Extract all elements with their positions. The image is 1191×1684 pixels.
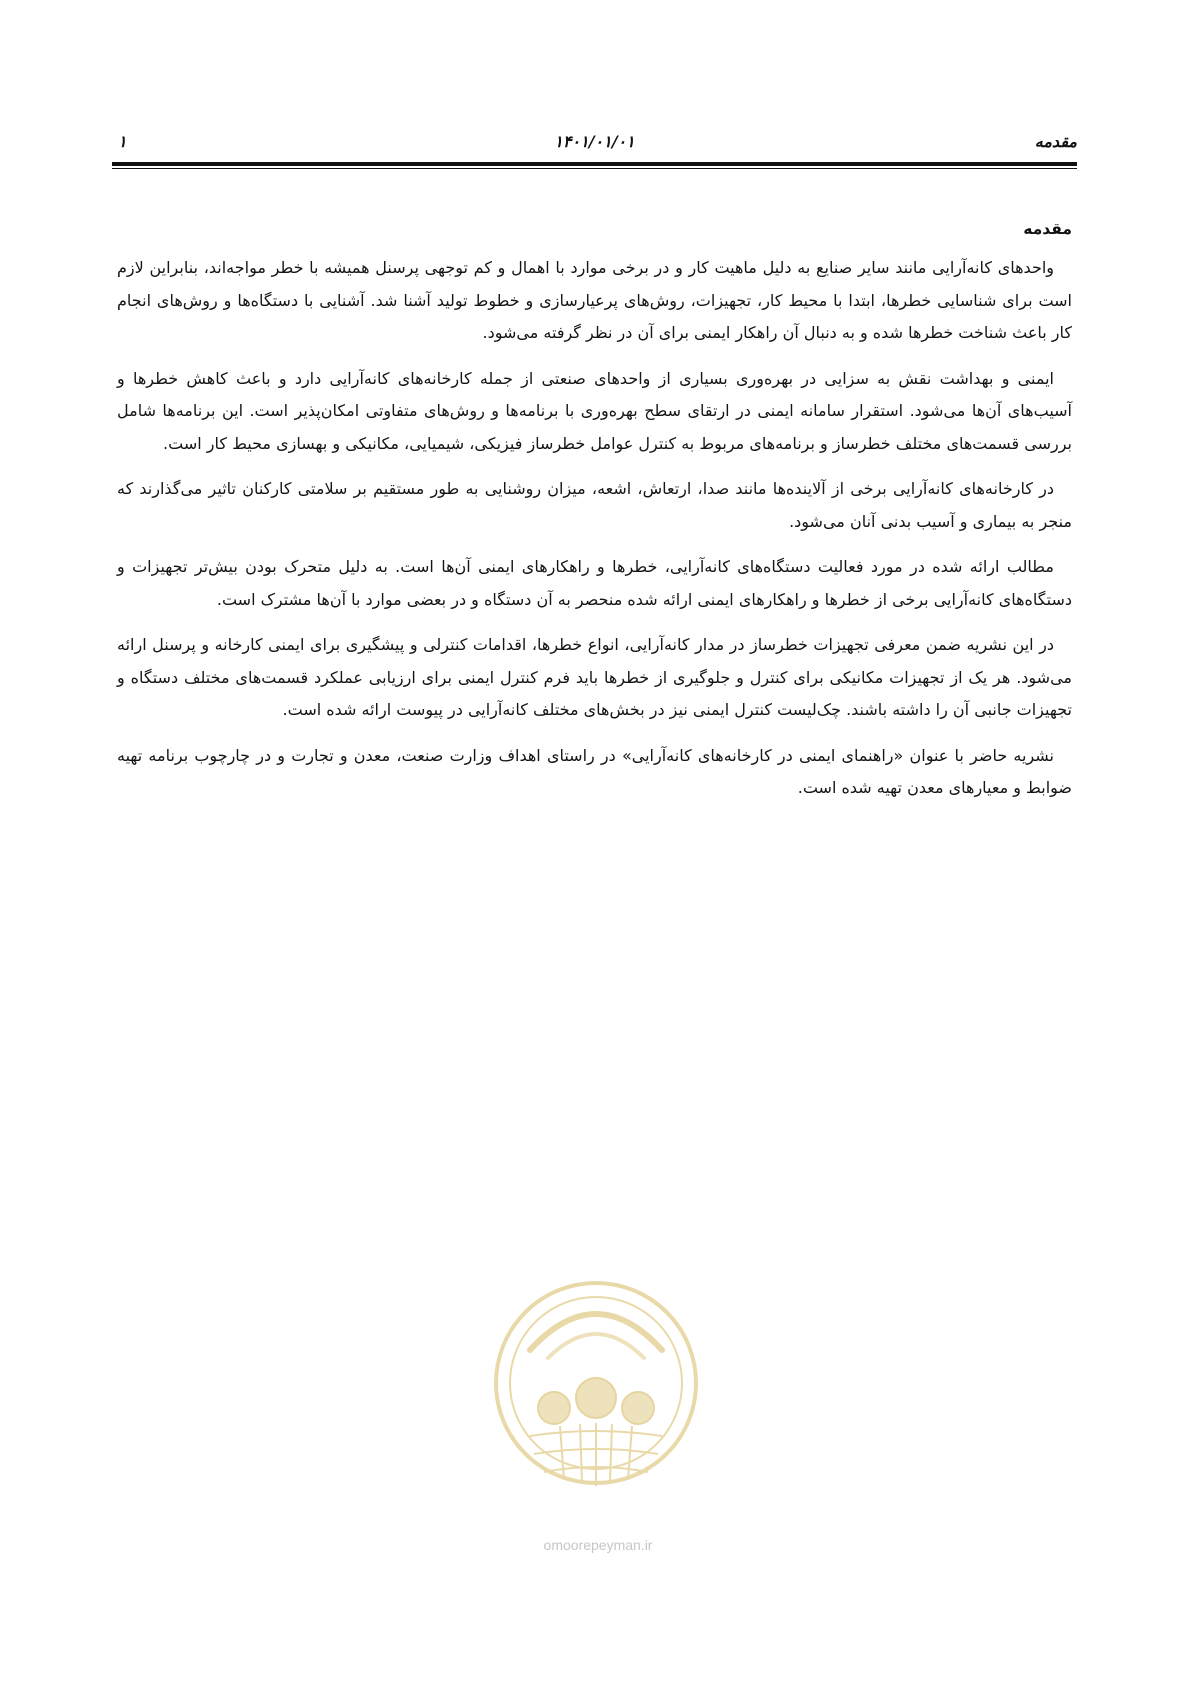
page-header	[112, 128, 1077, 156]
header-title: مقدمه	[1034, 132, 1077, 151]
paragraph-5: در این نشریه ضمن معرفی تجهیزات خطرساز در مدار کانه‌آرایی، انواع خطرها، اقدامات کنترلی و پیشگیری برای ایمنی کارخانه و پرسنل ارائه می‌شود. هر یک از تجهیزات مکانیکی برای کنترل و جلوگیری از خطرها باید فرم کنترل ایمنی برای ارزیابی عملکرد قسمت‌های مختلف دستگاه و تجهیزات جانبی آن را داشته باشند. چک‌لیست کنترل ایمنی نیز در بخش‌های مختلف کانه‌آرایی در پیوست ارائه شده است.	[117, 635, 1072, 719]
paragraph-3: در کارخانه‌های کانه‌آرایی برخی از آلاینده‌ها مانند صدا، ارتعاش، اشعه، میزان روشنایی به طور مستقیم بر سلامتی کارکنان تاثیر می‌گذارند که منجر به بیماری و آسیب بدنی آنان می‌شود.	[117, 479, 1072, 531]
main-content	[117, 218, 1072, 818]
page-number: ۱	[118, 132, 127, 151]
header-divider	[112, 162, 1077, 169]
watermark-url: omoorepeyman.ir	[543, 1537, 653, 1553]
paragraph-2: ایمنی و بهداشت نقش به سزایی در بهره‌وری بسیاری از واحدهای صنعتی از جمله کارخانه‌های کانه‌آرایی دارد و باعث کاهش خطرها و آسیب‌های آن‌ها می‌شود. استقرار سامانه ایمنی در ارتقای سطح بهره‌وری با برنامه‌ها و روش‌های متفاوتی امکان‌پذیر است. این برنامه‌ها شامل بررسی قسمت‌های مختلف خطرساز و برنامه‌های مربوط به کنترل عوامل خطرساز فیزیکی، شیمیایی، مکانیکی و بهسازی محیط کار است.	[117, 368, 1072, 453]
paragraph-4: مطالب ارائه شده در مورد فعالیت دستگاه‌های کانه‌آرایی، خطرها و راهکارهای ایمنی آن‌ها است. به دلیل متحرک بودن بیش‌تر تجهیزات و دستگاه‌های کانه‌آرایی برخی از خطرها و راهکارهای ایمنی ارائه شده منحصر به آن دستگاه و در بعضی موارد با آن‌ها مشترک است.	[117, 557, 1072, 609]
paragraph-1: واحدهای کانه‌آرایی مانند سایر صنایع به دلیل ماهیت کار و در برخی موارد با اهمال و کم توجهی پرسنل همیشه با خطر مواجه‌اند، بنابراین لازم است برای شناسایی خطرها، ابتدا با محیط کار، تجهیزات، روش‌های پرعیارسازی و خطوط تولید آشنا شد. آشنایی با دستگاه‌ها و روش‌های انجام کار باعث شناخت خطرها شده و به دنبال آن راهکار ایمنی برای آن در نظر گرفته می‌شود.	[117, 258, 1072, 342]
header-date: ۱۴۰۱/۰۱/۰۱	[554, 132, 635, 151]
paragraph-6: نشریه حاضر با عنوان «راهنمای ایمنی در کارخانه‌های کانه‌آرایی» در راستای اهداف وزارت صنعت، معدن و تجارت و در چارچوب برنامه تهیه ضوابط و معیارهای معدن تهیه شده است.	[117, 745, 1072, 797]
watermark-seal-icon	[490, 1258, 702, 1508]
watermark-logo	[490, 1258, 702, 1508]
section-heading: مقدمه	[1023, 220, 1072, 238]
